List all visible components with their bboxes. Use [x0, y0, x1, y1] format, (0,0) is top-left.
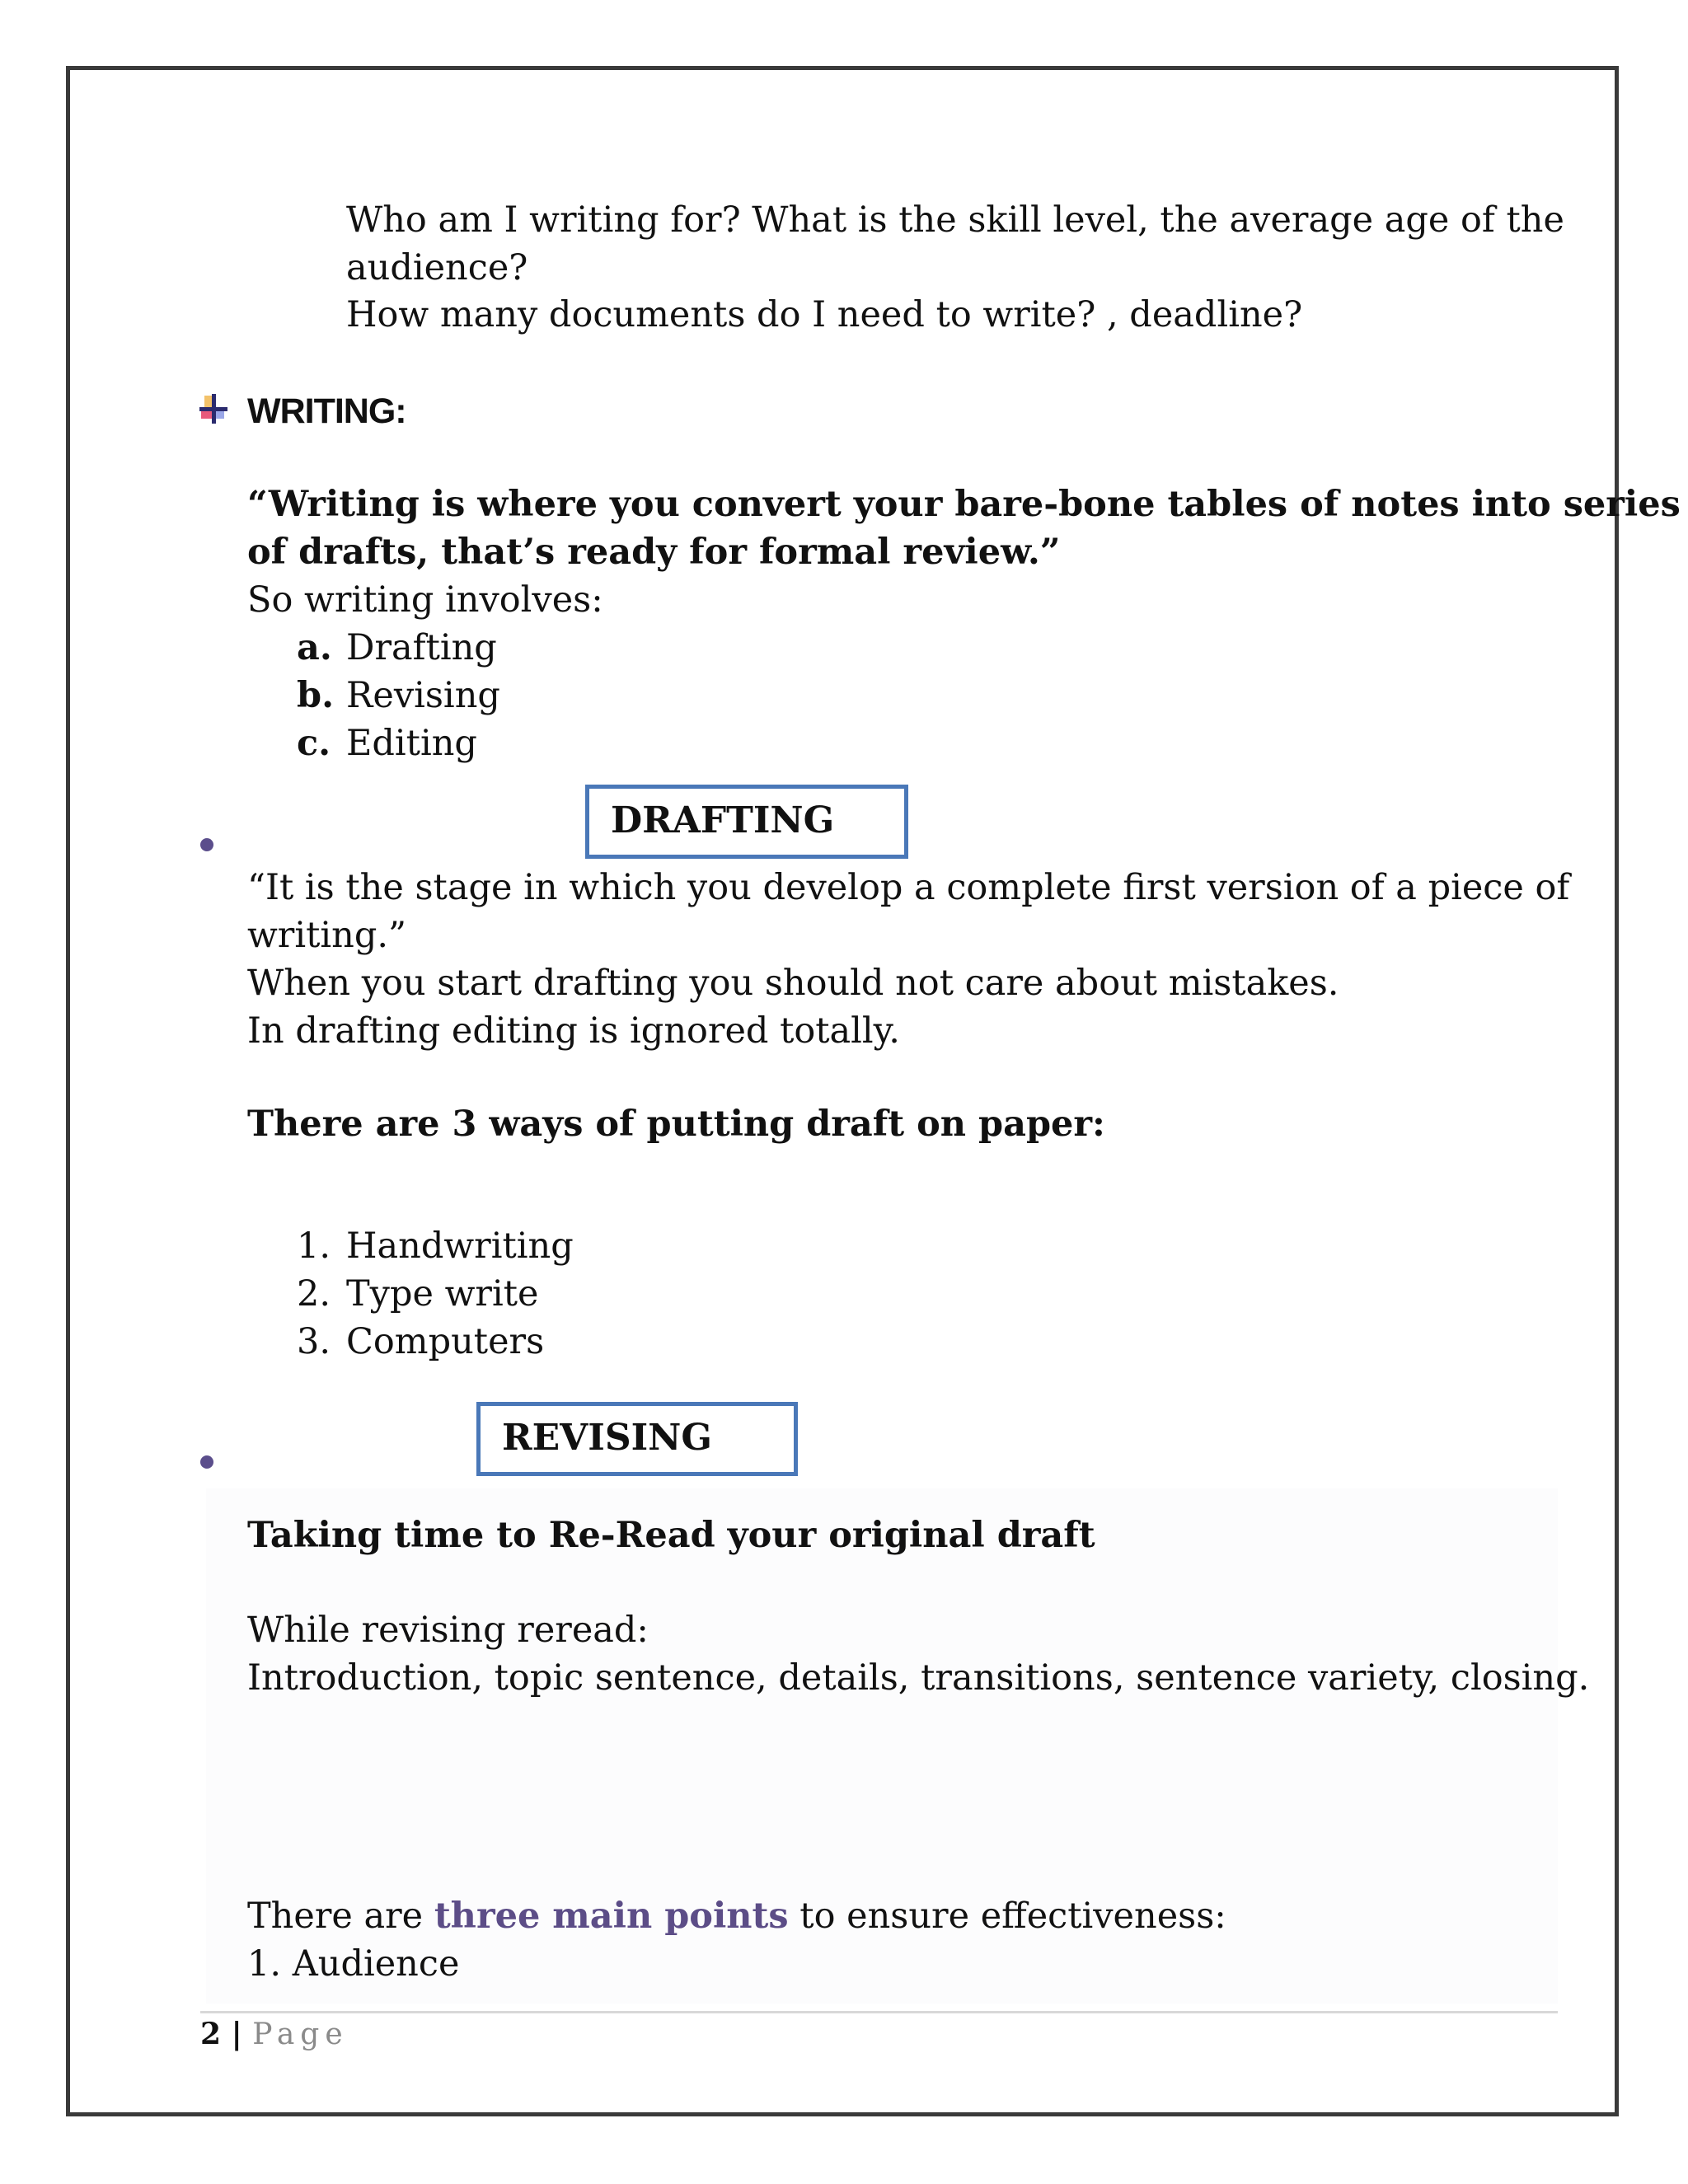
revising-points-line	[247, 1892, 1226, 1940]
cross-bullet-icon	[198, 392, 231, 425]
footer-rule	[200, 2011, 1558, 2013]
drafting-way-marker: 1.	[297, 1226, 331, 1267]
writing-involves: So writing involves:	[247, 579, 603, 621]
drafting-definition-line-2: writing.”	[247, 915, 407, 956]
writing-quote-line-1: “Writing is where you convert your bare-bone tables of notes into series	[247, 484, 1681, 525]
page-number: 2	[200, 2017, 222, 2051]
drafting-note-1: When you start drafting you should not care about mistakes.	[247, 963, 1339, 1004]
page-separator: |	[221, 2017, 253, 2051]
drafting-note-2: In drafting editing is ignored totally.	[247, 1010, 900, 1052]
page-word: Page	[252, 2018, 349, 2051]
writing-item-label: Editing	[346, 723, 477, 764]
dot-bullet-icon	[200, 1455, 213, 1469]
drafting-title: DRAFTING	[611, 799, 835, 841]
revising-title: REVISING	[502, 1417, 712, 1459]
drafting-way-label: Handwriting	[346, 1226, 574, 1267]
writing-item-marker: c.	[297, 723, 331, 764]
writing-item-label: Drafting	[346, 627, 497, 668]
revising-title-box	[476, 1402, 798, 1476]
points-text-after: to ensure effectiveness:	[788, 1896, 1226, 1937]
intro-line-2: audience?	[346, 247, 528, 288]
intro-line-3: How many documents do I need to write? , deadline?	[346, 294, 1303, 335]
writing-item-label: Revising	[346, 675, 500, 716]
revising-reread-items: Introduction, topic sentence, details, transitions, sentence variety, closing.	[247, 1657, 1590, 1699]
revising-subheading: Taking time to Re-Read your original draft	[247, 1515, 1095, 1556]
dot-bullet-icon	[200, 838, 213, 851]
drafting-way-label: Type write	[346, 1273, 539, 1315]
points-highlight: three main points	[434, 1896, 789, 1937]
writing-quote-line-2: of drafts, that’s ready for formal review.”	[247, 532, 1061, 573]
drafting-title-box	[585, 785, 908, 859]
writing-heading: WRITING:	[247, 391, 406, 431]
drafting-way-label: Computers	[346, 1321, 545, 1362]
revising-reread-label: While revising reread:	[247, 1610, 649, 1651]
drafting-definition-line-1: “It is the stage in which you develop a complete first version of a piece of	[247, 867, 1570, 908]
writing-item-marker: a.	[297, 627, 332, 668]
drafting-way-marker: 3.	[297, 1321, 331, 1362]
drafting-ways-heading: There are 3 ways of putting draft on paper:	[247, 1104, 1105, 1145]
page-footer	[200, 2013, 349, 2055]
points-text-before: There are	[247, 1896, 434, 1937]
revising-first-point: 1. Audience	[247, 1943, 460, 1985]
intro-line-1: Who am I writing for? What is the skill level, the average age of the	[346, 199, 1564, 241]
writing-item-marker: b.	[297, 675, 335, 716]
drafting-way-marker: 2.	[297, 1273, 331, 1315]
